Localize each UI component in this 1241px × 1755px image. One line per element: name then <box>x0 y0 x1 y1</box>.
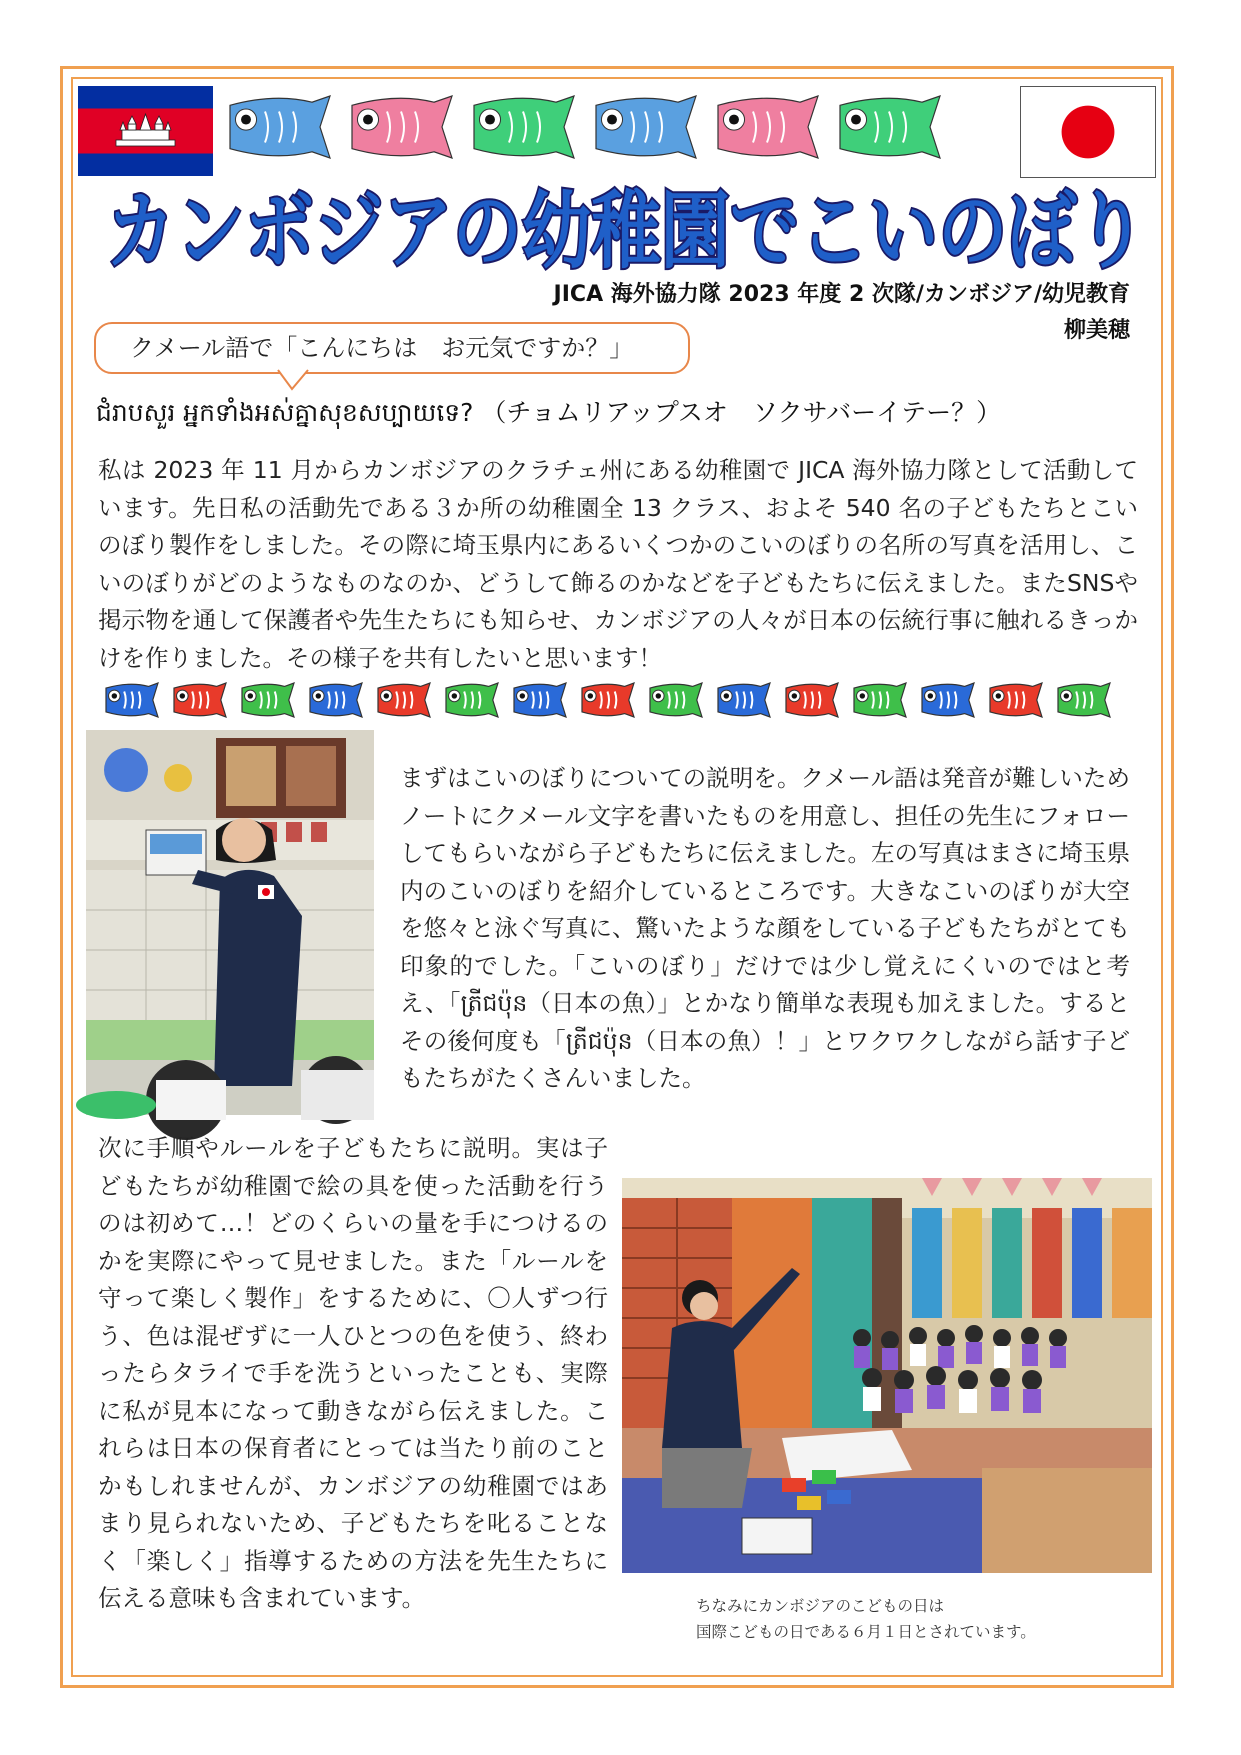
koinobori-small-5-icon <box>446 683 498 717</box>
caption-line-1: ちなみにカンボジアのこどもの日は <box>696 1597 945 1615</box>
photo-caption <box>696 1593 1156 1645</box>
affiliation: JICA 海外協力隊 2023 年度 2 次隊/カンボジア/幼児教育 <box>553 282 1130 307</box>
koinobori-small-4-icon <box>378 683 430 717</box>
koinobori-large-4-icon <box>718 96 818 158</box>
cambodia-flag-icon <box>78 86 213 176</box>
khmer-greeting: ជំរាបសួរ អ្នកទាំងអស់គ្នាសុខសប្បាយទេ? （チョムリアップスオ ソクサバーイテー？） <box>96 398 1002 427</box>
koinobori-small-12-icon <box>922 683 974 717</box>
speech-bubble: クメール語で「こんにちは お元気ですか？」 <box>94 322 690 374</box>
koinobori-banner-small <box>104 677 1124 723</box>
koinobori-small-13-icon <box>990 683 1042 717</box>
koinobori-small-6-icon <box>514 683 566 717</box>
koinobori-large-0-icon <box>230 96 330 158</box>
speech-bubble-tail-icon <box>278 369 308 391</box>
japan-flag-icon <box>1020 86 1156 178</box>
koinobori-small-3-icon <box>310 683 362 717</box>
page-title <box>96 180 1156 280</box>
page-title-text: カンボジアの幼稚園でこいのぼり <box>106 182 1146 280</box>
koinobori-small-11-icon <box>854 683 906 717</box>
koinobori-small-1-icon <box>174 683 226 717</box>
paragraph-explanation: まずはこいのぼりについての説明を。クメール語は発音が難しいためノートにクメール文字を書いたものを用意し、担任の先生にフォローしてもらいながら子どもたちに伝えました。左の写真はまさに埼玉県内のこいのぼりを紹介しているところです。大きなこいのぼりが大空を悠々と泳ぐ写真に、驚いたような顔をしている子どもたちがとても印象的でした。「こいのぼり」だけでは少し覚えにくいのではと考え、「ត្រីជប៉ុន（日本の魚）」とかなり簡単な表現も加えました。するとその後何度も「ត្រីជប៉ុន（日本の魚）！」とワクワクしながら話す子どもたちがたくさんいました。 <box>400 764 1130 1092</box>
koinobori-small-10-icon <box>786 683 838 717</box>
koinobori-small-7-icon <box>582 683 634 717</box>
paragraph-rules: 次に手順やルールを子どもたちに説明。実は子どもたちが幼稚園で絵の具を使った活動を行うのは初めて…！どのくらいの量を手につけるのかを実際にやって見せました。また「ルールを守って楽しく製作」をするために、〇人ずつ行う、色は混ぜずに一人ひとつの色を使う、終わったらタライで手を洗うといったことも、実際に私が見本になって動きながら伝えました。これらは日本の保育者にとっては当たり前のことかもしれませんが、カンボジアの幼稚園ではあまり見られないため、子どもたちを叱ることなく「楽しく」指導するための方法を先生たちに伝える意味も含まれています。 <box>98 1134 608 1612</box>
koinobori-small-0-icon <box>106 683 158 717</box>
koinobori-large-5-icon <box>840 96 940 158</box>
koinobori-large-3-icon <box>596 96 696 158</box>
photo-teacher-presenting <box>86 730 374 1115</box>
koinobori-large-1-icon <box>352 96 452 158</box>
photo-children-outdoor <box>622 1178 1152 1573</box>
koinobori-small-8-icon <box>650 683 702 717</box>
author-name: 柳美穂 <box>1063 318 1130 343</box>
paragraph-intro: 私は 2023 年 11 月からカンボジアのクラチェ州にある幼稚園で JICA 海外協力隊として活動しています。先日私の活動先である３か所の幼稚園全 13 クラス、およそ 540 名の子どもたちとこいのぼり製作をしました。その際に埼玉県内にあるいくつかのこいのぼりの名所の写真を活用し、こいのぼりがどのようなものなのか、どうして飾るのかなどを子どもたちに伝えました。またSNSや掲示物を通して保護者や先生たちにも知らせ、カンボジアの人々が日本の伝統行事に触れるきっかけを作りました。その様子を共有したいと思います！ <box>98 456 1138 672</box>
koinobori-banner-large <box>228 88 1008 168</box>
caption-line-2: 国際こどもの日である６月１日とされています。 <box>696 1623 1036 1641</box>
koinobori-small-9-icon <box>718 683 770 717</box>
koinobori-small-14-icon <box>1058 683 1110 717</box>
koinobori-small-2-icon <box>242 683 294 717</box>
koinobori-large-2-icon <box>474 96 574 158</box>
